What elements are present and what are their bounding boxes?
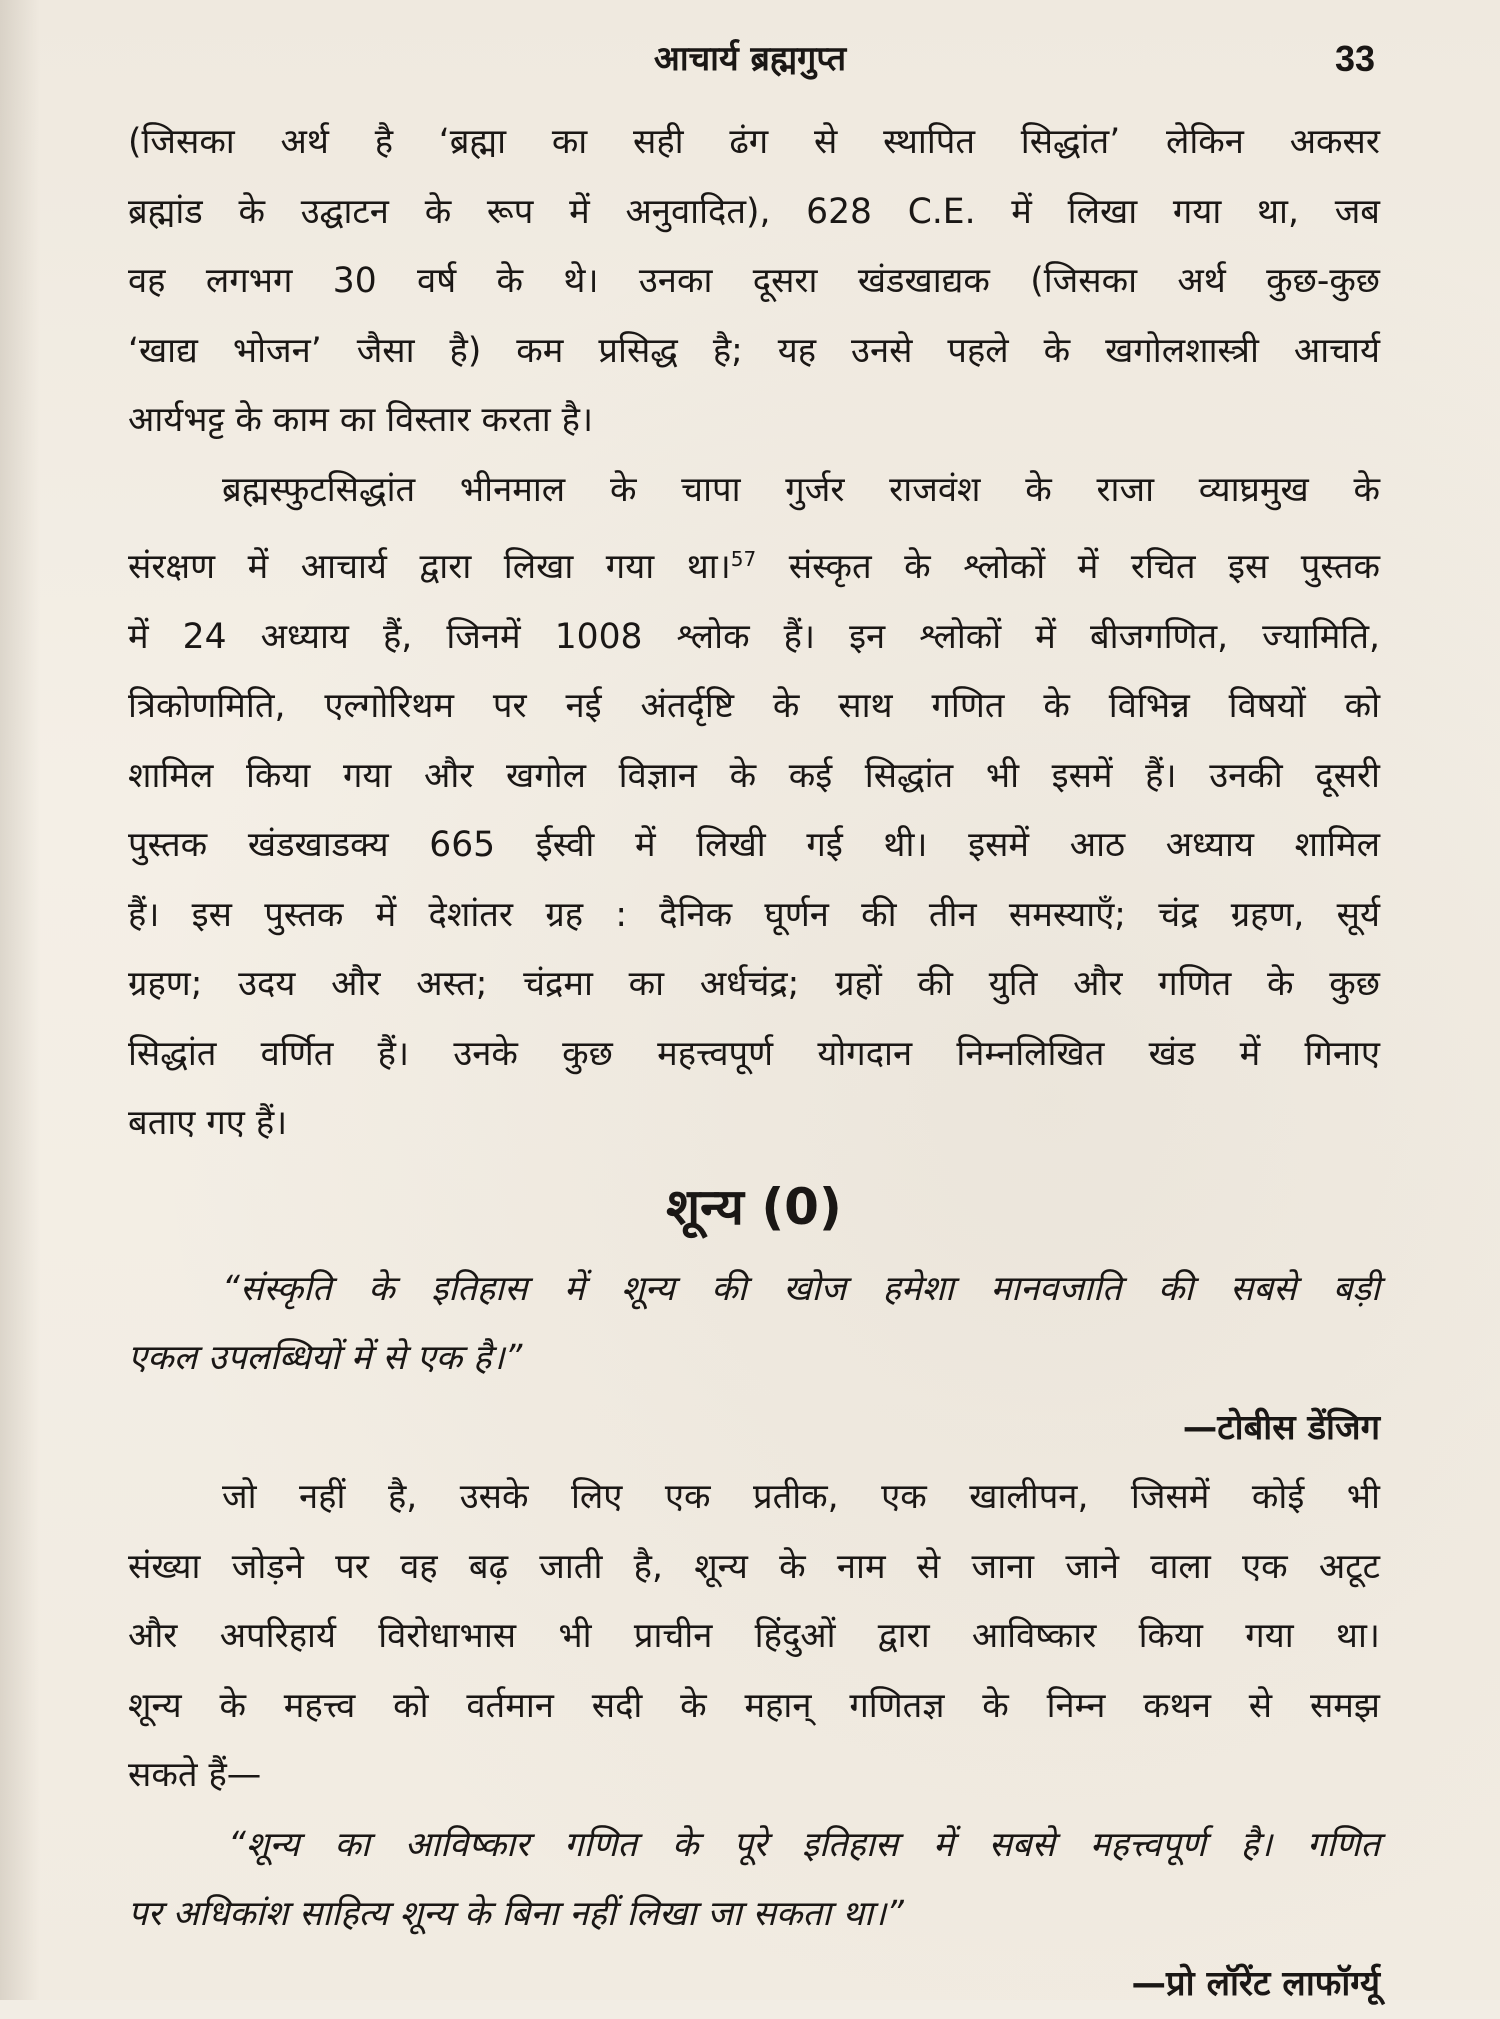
- section-heading: शून्य (0): [128, 1159, 1380, 1255]
- text-line: त्रिकोणमिति, एल्गोरिथम पर नई अंतर्दृष्टि के साथ गणित के विभिन्न विषयों को: [128, 672, 1380, 742]
- text-segment: संरक्षण में आचार्य द्वारा लिखा गया था।: [128, 547, 731, 587]
- page-content: [128, 108, 1380, 2019]
- text-line: संख्या जोड़ने पर वह बढ़ जाती है, शून्य के नाम से जाना जाने वाला एक अटूट: [128, 1533, 1380, 1603]
- text-line: जो नहीं है, उसके लिए एक प्रतीक, एक खालीपन, जिसमें कोई भी: [128, 1463, 1380, 1533]
- paragraph-1: [128, 108, 1380, 456]
- text-line: बताए गए हैं।: [128, 1089, 1380, 1159]
- quote-attribution: —प्रो लॉरेंट लाफॉर्ग्यू: [128, 1950, 1380, 2019]
- quote-line: “शून्य का आविष्कार गणित के पूरे इतिहास में सबसे महत्त्वपूर्ण है। गणित: [128, 1811, 1380, 1881]
- text-line: हैं। इस पुस्तक में देशांतर ग्रह : दैनिक घूर्णन की तीन समस्याएँ; चंद्र ग्रहण, सूर्य: [128, 881, 1380, 951]
- quote-line: एकल उपलब्धियों में से एक है।”: [128, 1324, 1380, 1394]
- text-line: में 24 अध्याय हैं, जिनमें 1008 श्लोक हैं। इन श्लोकों में बीजगणित, ज्यामिति,: [128, 603, 1380, 673]
- block-quote: [128, 1811, 1380, 1950]
- running-title: आचार्य ब्रह्मगुप्त: [0, 34, 1500, 84]
- text-line: शामिल किया गया और खगोल विज्ञान के कई सिद्धांत भी इसमें हैं। उनकी दूसरी: [128, 742, 1380, 812]
- text-line: सकते हैं—: [128, 1741, 1380, 1811]
- text-line: ब्रह्मांड के उद्घाटन के रूप में अनुवादित), 628 C.E. में लिखा गया था, जब: [128, 178, 1380, 248]
- epigraph-quote: [128, 1255, 1380, 1394]
- text-line: शून्य के महत्त्व को वर्तमान सदी के महान् गणितज्ञ के निम्न कथन से समझ: [128, 1672, 1380, 1742]
- footnote-marker: 57: [731, 547, 756, 571]
- epigraph-attribution: —टोबीस डेंजिग: [128, 1394, 1380, 1464]
- text-line: (जिसका अर्थ है ‘ब्रह्मा का सही ढंग से स्थापित सिद्धांत’ लेकिन अकसर: [128, 108, 1380, 178]
- running-head: [0, 34, 1500, 84]
- page-number: 33: [1335, 34, 1375, 84]
- text-line: ‘खाद्य भोजन’ जैसा है) कम प्रसिद्ध है; यह उनसे पहले के खगोलशास्त्री आचार्य: [128, 317, 1380, 387]
- quote-line: “संस्कृति के इतिहास में शून्य की खोज हमेशा मानवजाति की सबसे बड़ी: [128, 1255, 1380, 1325]
- quote-line: पर अधिकांश साहित्य शून्य के बिना नहीं लिखा जा सकता था।”: [128, 1880, 1380, 1950]
- text-line: और अपरिहार्य विरोधाभास भी प्राचीन हिंदुओं द्वारा आविष्कार किया गया था।: [128, 1602, 1380, 1672]
- text-line: वह लगभग 30 वर्ष के थे। उनका दूसरा खंडखाद्यक (जिसका अर्थ कुछ-कुछ: [128, 247, 1380, 317]
- text-segment: संस्कृत के श्लोकों में रचित इस पुस्तक: [756, 547, 1380, 587]
- text-line: पुस्तक खंडखाडक्य 665 ईस्वी में लिखी गई थी। इसमें आठ अध्याय शामिल: [128, 811, 1380, 881]
- text-line: आर्यभट्ट के काम का विस्तार करता है।: [128, 386, 1380, 456]
- text-line: ग्रहण; उदय और अस्त; चंद्रमा का अर्धचंद्र; ग्रहों की युति और गणित के कुछ: [128, 950, 1380, 1020]
- text-line-with-footnote: [128, 525, 1380, 603]
- text-line: सिद्धांत वर्णित हैं। उनके कुछ महत्त्वपूर्ण योगदान निम्नलिखित खंड में गिनाए: [128, 1020, 1380, 1090]
- text-line: ब्रह्मस्फुटसिद्धांत भीनमाल के चापा गुर्जर राजवंश के राजा व्याघ्रमुख के: [128, 456, 1380, 526]
- paragraph-3: [128, 1463, 1380, 1811]
- paragraph-2: [128, 456, 1380, 1159]
